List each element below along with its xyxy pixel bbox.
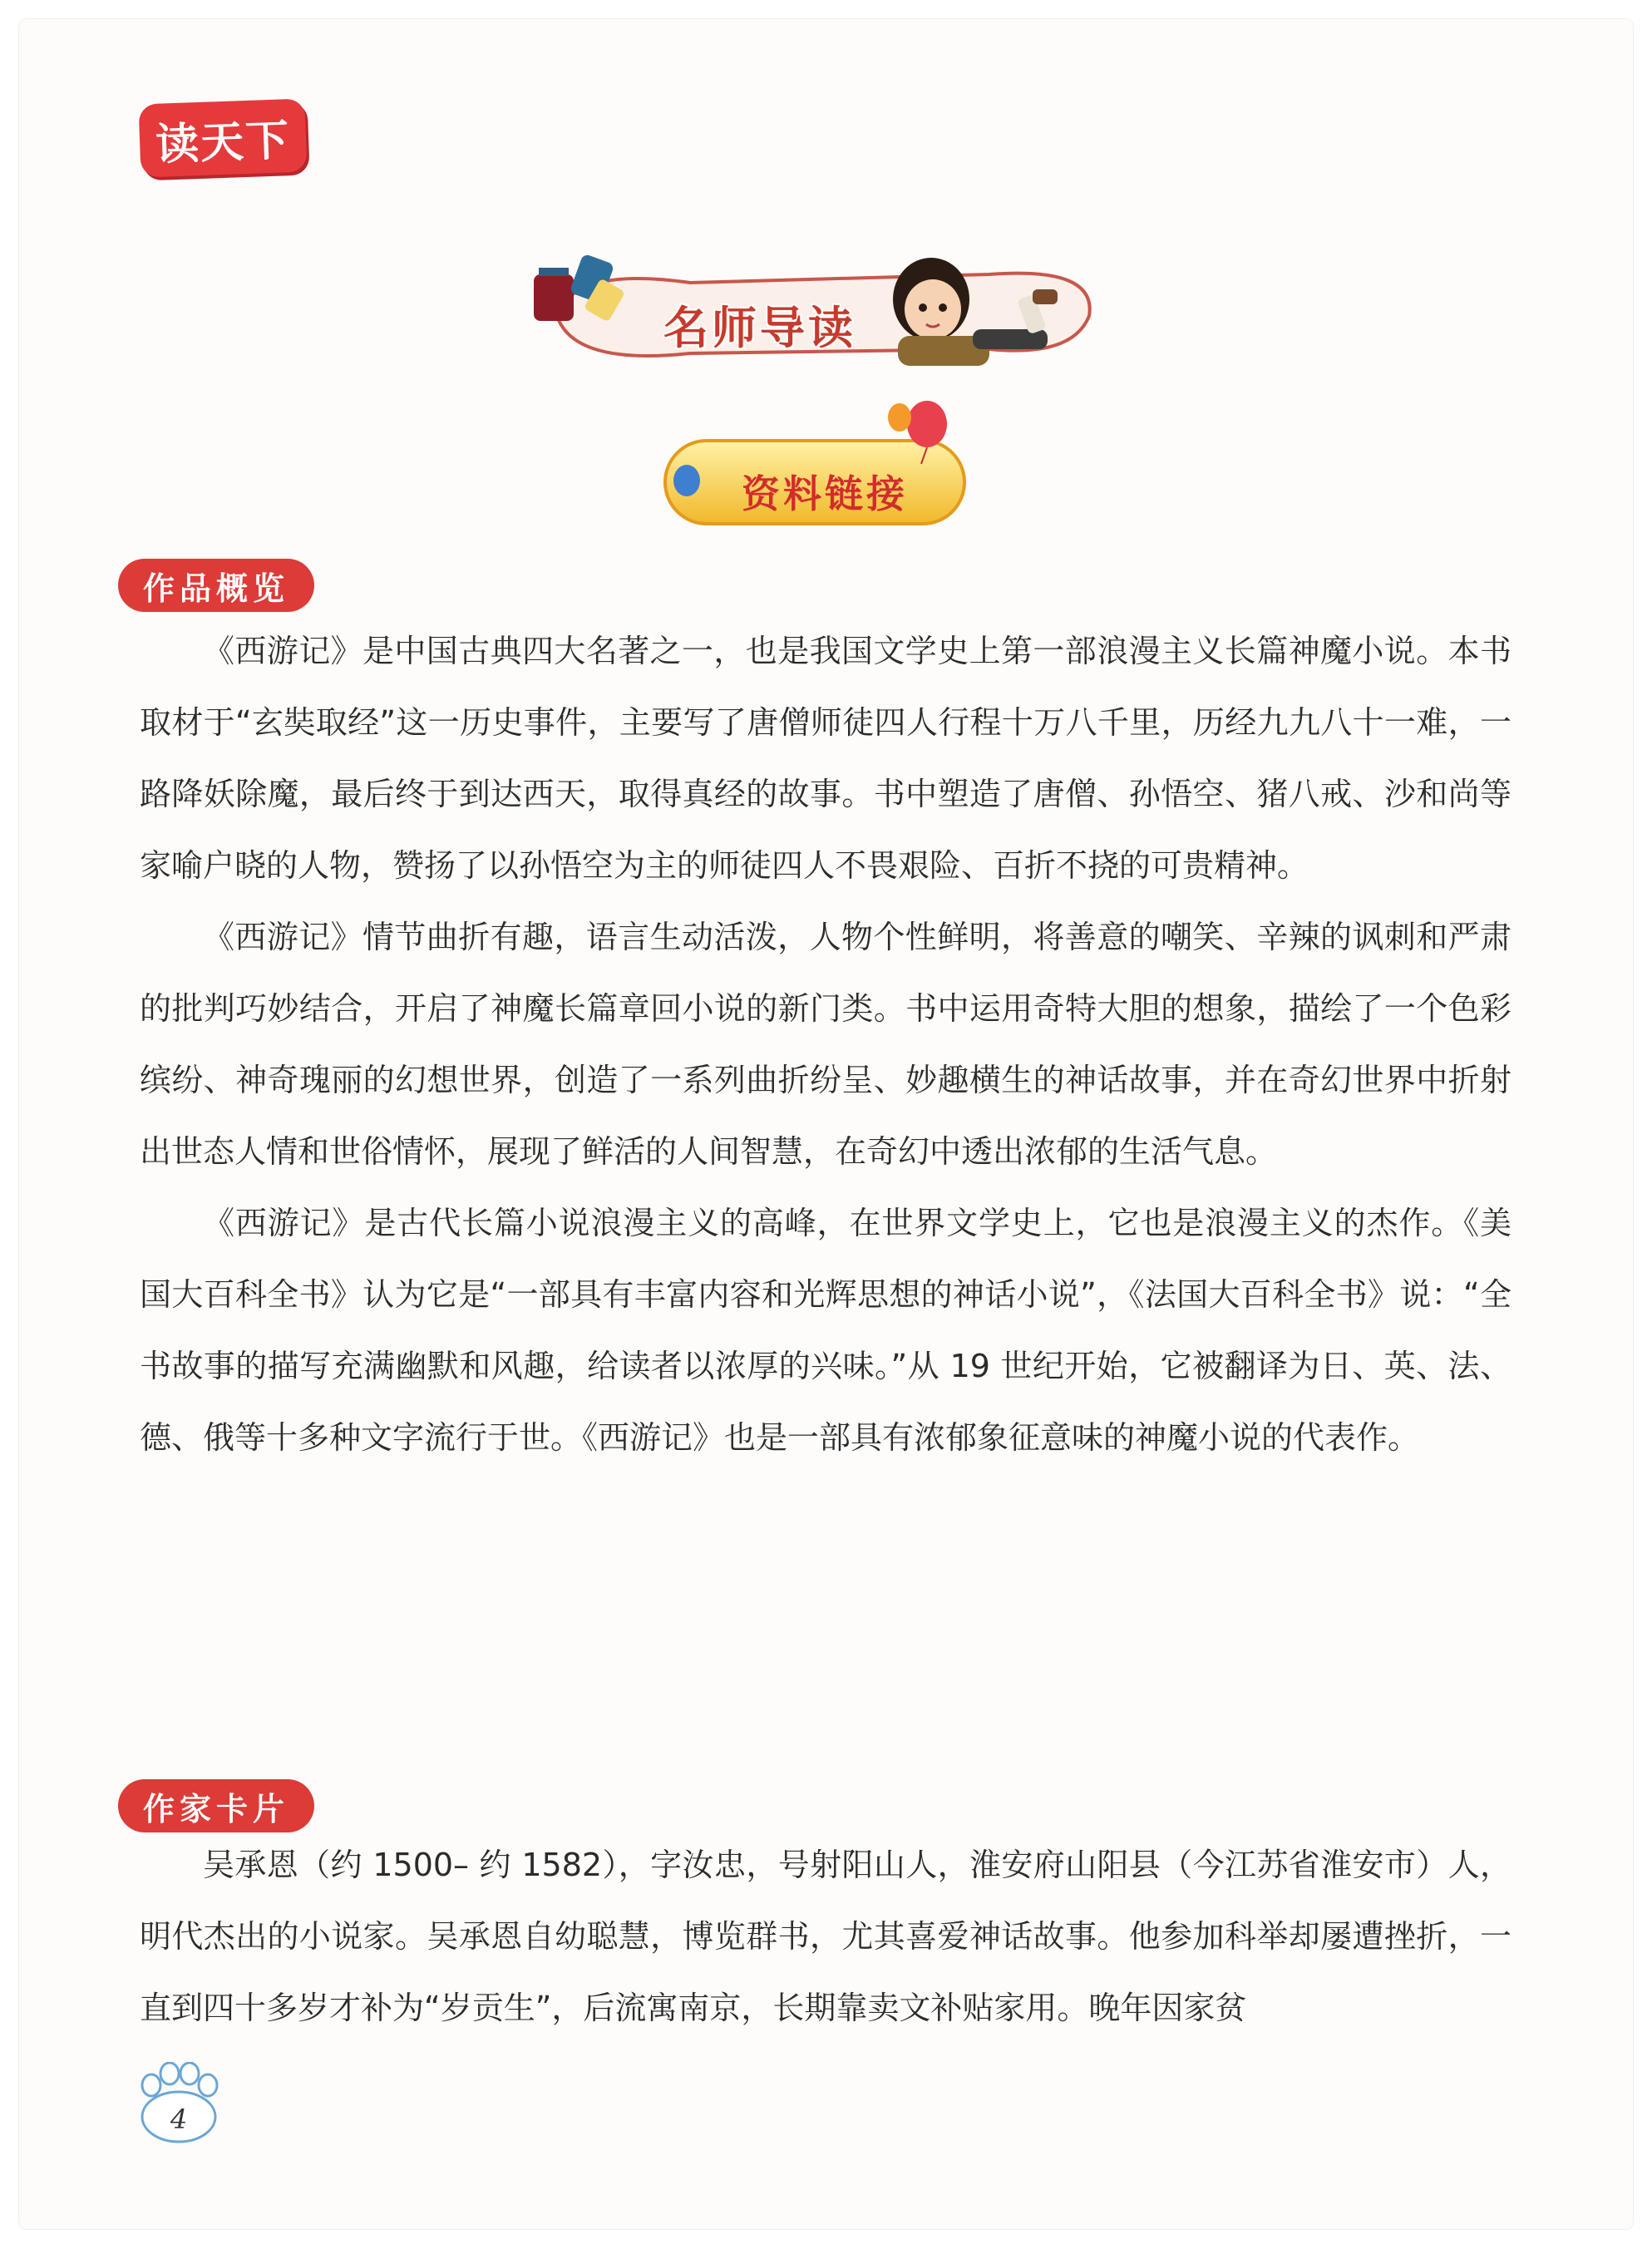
section-tag-label: 作品概览 — [142, 570, 289, 607]
reference-link-title: 资料链接 — [742, 471, 908, 516]
overview-text — [140, 615, 1511, 1473]
paragraph: 《西游记》是中国古典四大名著之一，也是我国文学史上第一部浪漫主义长篇神魔小说。本书取材于“玄奘取经”这一历史事件，主要写了唐僧师徒四人行程十万八千里，历经九九八十一难，一路降妖除魔，最后终于到达西天，取得真经的故事。书中塑造了唐僧、孙悟空、猪八戒、沙和尚等家喻户晓的人物，赞扬了以孙悟空为主的师徒四人不畏艰险、百折不挠的可贵精神。 — [140, 633, 1511, 884]
brand-logo — [139, 99, 308, 178]
guide-banner — [524, 249, 1106, 374]
page-number: 4 — [170, 2104, 188, 2135]
banner-title: 名师导读 — [663, 302, 856, 354]
author-text — [140, 1829, 1511, 2044]
paragraph: 《西游记》是古代长篇小说浪漫主义的高峰，在世界文学史上，它也是浪漫主义的杰作。《美国大百科全书》认为它是“一部具有丰富内容和光辉思想的神话小说”，《法国大百科全书》说：“全书故事的描写充满幽默和风趣，给读者以浓厚的兴味。”从 19 世纪开始，它被翻译为日、英、法、德、俄等十多种文字流行于世。《西游记》也是一部具有浓郁象征意味的神魔小说的代表作。 — [140, 1205, 1511, 1456]
paragraph: 《西游记》情节曲折有趣，语言生动活泼，人物个性鲜明，将善意的嘲笑、辛辣的讽刺和严肃的批判巧妙结合，开启了神魔长篇章回小说的新门类。书中运用奇特大胆的想象，描绘了一个色彩缤纷、神奇瑰丽的幻想世界，创造了一系列曲折纷呈、妙趣横生的神话故事，并在奇幻世界中折射出世态人情和世俗情怀，展现了鲜活的人间智慧，在奇幻中透出浓郁的生活气息。 — [140, 919, 1511, 1170]
paragraph: 吴承恩（约 1500– 约 1582），字汝忠，号射阳山人，淮安府山阳县（今江苏省淮安市）人，明代杰出的小说家。吴承恩自幼聪慧，博览群书，尤其喜爱神话故事。他参加科举却屡遭挫折，一直到四十多岁才补为“岁贡生”，后流寓南京，长期靠卖文补贴家用。晚年因家贫 — [140, 1847, 1511, 2026]
brand-logo-text: 读天下 — [155, 115, 292, 170]
reference-link-badge — [657, 399, 973, 532]
section-tag-label: 作家卡片 — [142, 1790, 289, 1827]
section-tag-overview — [118, 559, 314, 612]
section-tag-author — [118, 1779, 314, 1832]
